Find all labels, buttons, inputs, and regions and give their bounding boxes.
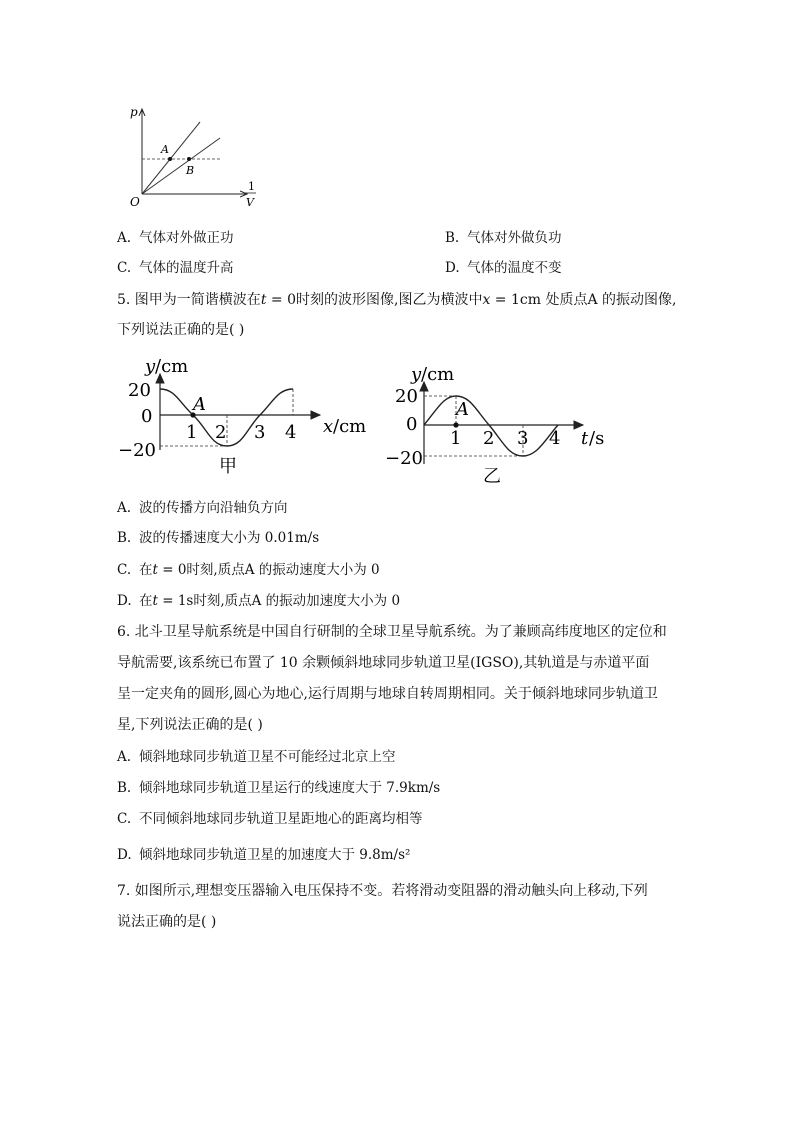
pv-line-b xyxy=(142,138,220,194)
yi-point-a xyxy=(453,422,458,427)
q5-stem-line-2: 下列说法正确的是( ) xyxy=(117,322,245,338)
jia-point-a-label: A xyxy=(193,394,206,415)
pv-axis-num: 1 xyxy=(248,180,255,193)
yi-xtick-2: 2 xyxy=(483,428,495,449)
wave-figure-jia xyxy=(115,352,375,480)
q5-stem-line-1: 5. 图甲为一简谐横波在t = 0时刻的波形图像,图乙为横波中x = 1cm 处质点A 的振动图像, xyxy=(117,292,677,308)
q6-option-c: C. 不同倾斜地球同步轨道卫星距地心的距离均相等 xyxy=(117,811,423,827)
yi-ylabel-unit: /cm xyxy=(421,364,455,385)
q4-option-c xyxy=(117,258,234,278)
jia-wave-curve xyxy=(160,389,293,446)
yi-xtick-4: 4 xyxy=(549,428,561,449)
option-text: 气体对外做正功 xyxy=(139,230,234,246)
q6-option-d: D. 倾斜地球同步轨道卫星的加速度大于 9.8m/s² xyxy=(117,847,411,863)
yi-xlabel-unit: /s xyxy=(589,428,605,449)
yi-ylabel-var: y xyxy=(411,364,422,385)
option-label: C. xyxy=(117,260,132,276)
q6-option-a: A. 倾斜地球同步轨道卫星不可能经过北京上空 xyxy=(117,749,396,765)
yi-xtick-1: 1 xyxy=(450,428,462,449)
q5-option-b: B. 波的传播速度大小为 0.01m/s xyxy=(117,530,320,546)
q7-stem-line-2: 说法正确的是( ) xyxy=(117,914,217,930)
pv-figure xyxy=(120,98,270,213)
jia-tick-bottom: −20 xyxy=(118,440,156,461)
q7-stem-line-1: 7. 如图所示,理想变压器输入电压保持不变。若将滑动变阻器的滑动触头向上移动,下列 xyxy=(117,883,648,899)
q6-stem-line-1: 6. 北斗卫星导航系统是中国自行研制的全球卫星导航系统。为了兼顾高纬度地区的定位和 xyxy=(117,624,667,640)
q4-option-a xyxy=(117,228,234,248)
yi-caption: 乙 xyxy=(483,466,501,487)
pv-point-a-label: A xyxy=(161,143,169,156)
option-label: D. xyxy=(445,260,460,276)
option-label: A. xyxy=(117,230,132,246)
yi-tick-top: 20 xyxy=(395,386,418,407)
jia-xtick-2: 2 xyxy=(215,422,227,443)
q6-stem-line-3: 呈一定夹角的圆形,圆心为地心,运行周期与地球自转周期相同。关于倾斜地球同步轨道卫 xyxy=(117,686,658,702)
jia-ylabel-var: y xyxy=(145,356,156,377)
jia-tick-zero: 0 xyxy=(141,406,153,427)
q4-option-b xyxy=(445,228,562,248)
q5-option-a: A. 波的传播方向沿轴负方向 xyxy=(117,500,288,516)
jia-xtick-1: 1 xyxy=(186,422,198,443)
pv-point-b-label: B xyxy=(186,164,195,177)
pv-axis-den: V xyxy=(246,196,254,209)
q5-option-d: D. 在t = 1s时刻,质点A 的振动加速度大小为 0 xyxy=(117,593,401,609)
q6-stem-line-4: 星,下列说法正确的是( ) xyxy=(117,717,263,733)
jia-xlabel-unit: /cm xyxy=(333,416,367,437)
q6-option-b: B. 倾斜地球同步轨道卫星运行的线速度大于 7.9km/s xyxy=(117,780,441,796)
pv-point-b xyxy=(187,157,191,161)
jia-ylabel-unit: /cm xyxy=(155,356,189,377)
yi-tick-bottom: −20 xyxy=(385,448,423,469)
option-text: 气体的温度不变 xyxy=(467,260,562,276)
q6-stem-line-2: 导航需要,该系统已布置了 10 余颗倾斜地球同步轨道卫星(IGSO),其轨道是与赤道平面 xyxy=(117,655,650,671)
option-label: B. xyxy=(445,230,460,246)
option-text: 气体的温度升高 xyxy=(139,260,234,276)
jia-xlabel-var: x xyxy=(323,416,334,437)
option-text: 气体对外做负功 xyxy=(467,230,562,246)
jia-xtick-3: 3 xyxy=(254,422,266,443)
jia-caption: 甲 xyxy=(219,456,237,477)
q5-option-c: C. 在t = 0时刻,质点A 的振动速度大小为 0 xyxy=(117,562,380,578)
yi-point-a-label: A xyxy=(456,399,469,420)
pv-axis-p: p xyxy=(130,105,138,119)
jia-xtick-4: 4 xyxy=(285,422,297,443)
yi-xtick-3: 3 xyxy=(517,428,529,449)
yi-tick-zero: 0 xyxy=(406,414,418,435)
pv-origin: O xyxy=(130,195,140,209)
pv-point-a xyxy=(168,157,172,161)
jia-tick-top: 20 xyxy=(128,380,151,401)
q4-option-d xyxy=(445,258,562,278)
yi-xlabel-var: t xyxy=(581,428,589,449)
vibration-figure-yi xyxy=(383,360,623,488)
